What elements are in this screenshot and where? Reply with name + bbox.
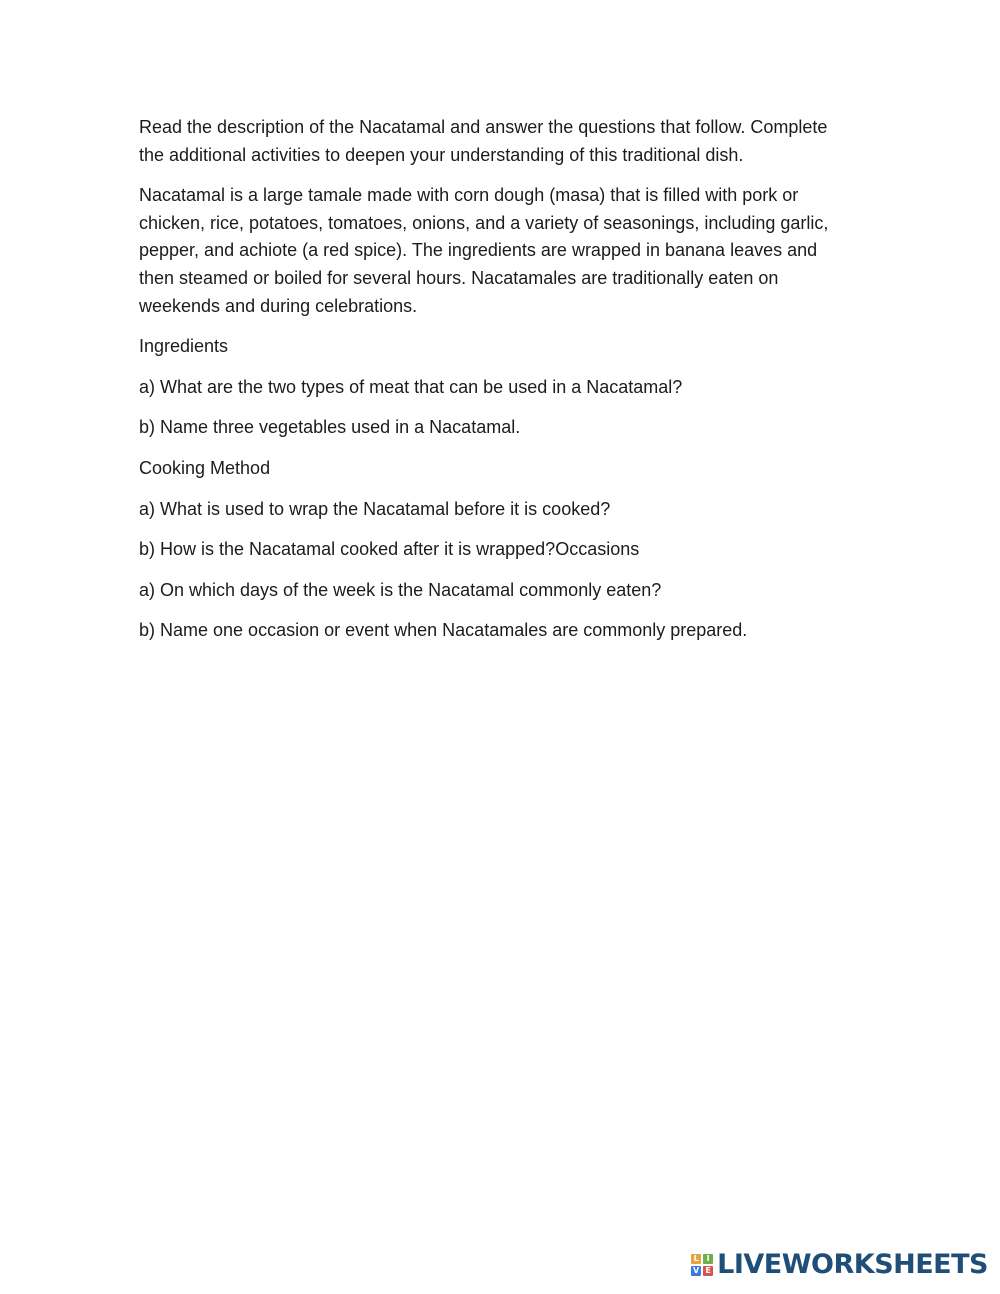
liveworksheets-logo-icon	[691, 1254, 713, 1276]
liveworksheets-logo	[691, 1250, 988, 1280]
question-occasions-a: a) On which days of the week is the Nacatamal commonly eaten?	[139, 579, 662, 600]
logo-mark-letter: I	[703, 1254, 713, 1264]
question-ingredients-b: b) Name three vegetables used in a Nacatamal.	[139, 417, 521, 438]
section-heading-ingredients: Ingredients	[139, 336, 229, 357]
intro-instructions: Read the description of the Nacatamal and answer the questions that follow. Complete the additional activities to deepen your understanding of this traditional dish.	[139, 117, 828, 165]
nacatamal-description: Nacatamal is a large tamale made with corn dough (masa) that is filled with pork or chicken, rice, potatoes, tomatoes, onions, and a variety of seasonings, including garlic, pepper, and achiote (a red spice). The ingredients are wrapped in banana leaves and then steamed or boiled for several hours. Nacatamales are traditionally eaten on weekends and during celebrations.	[139, 185, 829, 316]
logo-mark-letter: L	[691, 1254, 701, 1264]
question-occasions-b: b) Name one occasion or event when Nacatamales are commonly prepared.	[139, 620, 748, 641]
logo-wordmark: LIVEWORKSHEETS	[717, 1249, 988, 1280]
logo-mark-letter: E	[703, 1266, 713, 1276]
worksheet-content	[139, 114, 839, 658]
question-cooking-b: b) How is the Nacatamal cooked after it is wrapped?Occasions	[139, 539, 640, 560]
logo-mark-letter: V	[693, 1266, 700, 1275]
question-ingredients-a: a) What are the two types of meat that can be used in a Nacatamal?	[139, 376, 683, 397]
section-heading-cooking-method: Cooking Method	[139, 457, 271, 478]
question-cooking-a: a) What is used to wrap the Nacatamal before it is cooked?	[139, 498, 611, 519]
